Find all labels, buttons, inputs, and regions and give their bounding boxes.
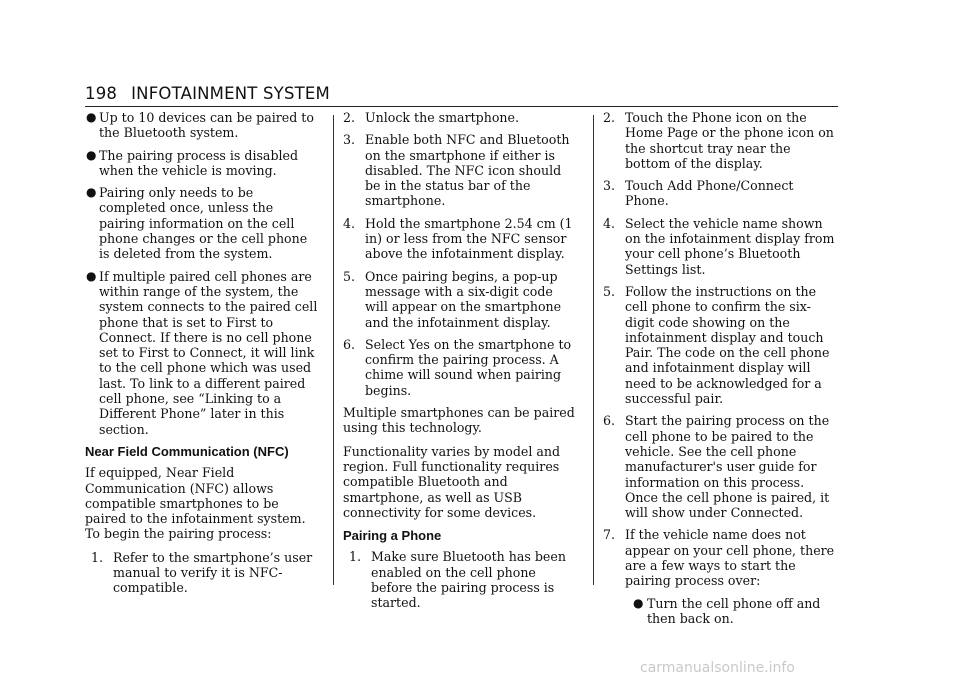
list-item bbox=[343, 110, 579, 125]
list-item bbox=[343, 549, 579, 610]
step-number: 2. bbox=[343, 110, 356, 125]
step-number: 7. bbox=[603, 527, 616, 543]
step-text: Select the vehicle name shown on the infotainment display from your cell phone’s Bluetooth Settings list. bbox=[625, 215, 835, 277]
list-item bbox=[85, 148, 321, 179]
list-item bbox=[343, 269, 579, 330]
bullet-icon: ● bbox=[86, 110, 97, 124]
page-number: 198 bbox=[85, 84, 118, 103]
list-item bbox=[343, 132, 579, 208]
step-number: 1. bbox=[349, 549, 362, 565]
header-rule bbox=[85, 106, 838, 107]
column-divider bbox=[593, 115, 594, 585]
step-text: Enable both NFC and Bluetooth on the smartphone if either is disabled. The NFC icon should be in the status bar of the smartphone. bbox=[365, 132, 570, 209]
page-header bbox=[85, 84, 330, 103]
column-3 bbox=[603, 110, 839, 633]
column-divider bbox=[333, 115, 334, 585]
paragraph: If equipped, Near Field Communication (NFC) allows compatible smartphones to be paired to the infotainment system. To begin the pairing process: bbox=[85, 465, 306, 542]
list-item-text: If multiple paired cell phones are within range of the system, the system connects to the paired cell phone that is set to First to Connect. If there is no cell phone set to First to Connect, it will link to the cell phone which was used last. To link to a different paired cell phone, see “Linking to a Different Phone” later in this section. bbox=[99, 268, 318, 437]
step-text: Refer to the smartphone’s user manual to verify it is NFC-compatible. bbox=[113, 549, 313, 596]
list-item bbox=[343, 216, 579, 262]
step-number: 2. bbox=[603, 110, 616, 125]
section-heading-pairing: Pairing a Phone bbox=[343, 528, 442, 544]
bullet-icon: ● bbox=[86, 147, 97, 162]
column-1 bbox=[85, 110, 321, 603]
watermark: carmanualsonline.info bbox=[640, 660, 795, 676]
step-number: 4. bbox=[603, 215, 616, 231]
column-2 bbox=[343, 110, 579, 618]
list-item bbox=[603, 178, 839, 209]
list-item-text: The pairing process is disabled when the vehicle is moving. bbox=[99, 147, 299, 178]
step-text: Touch the Phone icon on the Home Page or the phone icon on the shortcut tray near the bottom of the display. bbox=[625, 110, 834, 171]
step-number: 1. bbox=[91, 549, 104, 565]
list-item bbox=[603, 527, 839, 588]
list-item bbox=[85, 550, 321, 596]
list-item-text: Pairing only needs to be completed once, unless the pairing information on the cell phone changes or the cell phone is deleted from the system. bbox=[99, 185, 308, 262]
step-number: 5. bbox=[343, 268, 356, 284]
step-text: If the vehicle name does not appear on your cell phone, there are a few ways to start the pairing process over: bbox=[625, 527, 835, 589]
section-heading-nfc: Near Field Communication (NFC) bbox=[85, 443, 289, 459]
list-item bbox=[603, 216, 839, 277]
step-text: Follow the instructions on the cell phone to confirm the six-digit code showing on the infotainment display and touch Pair. The code on the cell phone and infotainment display will need to be acknowledged for a successful pair. bbox=[625, 283, 830, 407]
step-text: Select Yes on the smartphone to confirm the pairing process. A chime will sound when pairing begins. bbox=[365, 336, 572, 398]
step-number: 4. bbox=[343, 215, 356, 231]
step-number: 3. bbox=[343, 132, 356, 148]
section-title: INFOTAINMENT SYSTEM bbox=[131, 84, 330, 103]
list-item bbox=[603, 284, 839, 406]
step-number: 6. bbox=[343, 336, 356, 352]
step-number: 3. bbox=[603, 178, 616, 194]
list-item-text: Up to 10 devices can be paired to the Bluetooth system. bbox=[99, 110, 314, 141]
step-text: Touch Add Phone/Connect Phone. bbox=[625, 178, 794, 209]
step-text: Once pairing begins, a pop-up message with a six-digit code will appear on the smartphone and the infotainment display. bbox=[365, 268, 562, 330]
list-item bbox=[85, 185, 321, 261]
bullet-icon: ● bbox=[86, 185, 97, 200]
bullet-icon: ● bbox=[86, 268, 97, 283]
step-text: Unlock the smartphone. bbox=[365, 110, 519, 125]
step-number: 6. bbox=[603, 413, 616, 429]
list-item bbox=[603, 596, 839, 627]
bullet-icon: ● bbox=[633, 595, 644, 610]
step-text: Hold the smartphone 2.54 cm (1 in) or less from the NFC sensor above the infotainment display. bbox=[365, 215, 573, 262]
paragraph: Functionality varies by model and region. Full functionality requires compatible Bluetooth and smartphone, as well as USB connectivity for some devices. bbox=[343, 443, 561, 520]
step-text: Make sure Bluetooth has been enabled on the cell phone before the pairing process is started. bbox=[371, 549, 566, 611]
list-item bbox=[85, 269, 321, 437]
list-item bbox=[343, 337, 579, 398]
list-item-text: Turn the cell phone off and then back on. bbox=[647, 595, 821, 626]
list-item bbox=[85, 110, 321, 141]
step-number: 5. bbox=[603, 283, 616, 299]
list-item bbox=[603, 413, 839, 520]
step-text: Start the pairing process on the cell phone to be paired to the vehicle. See the cell phone manufacturer's user guide for information on this process. Once the cell phone is paired, it will show under Connected. bbox=[625, 413, 830, 521]
paragraph: Multiple smartphones can be paired using this technology. bbox=[343, 405, 575, 436]
list-item bbox=[603, 110, 839, 171]
